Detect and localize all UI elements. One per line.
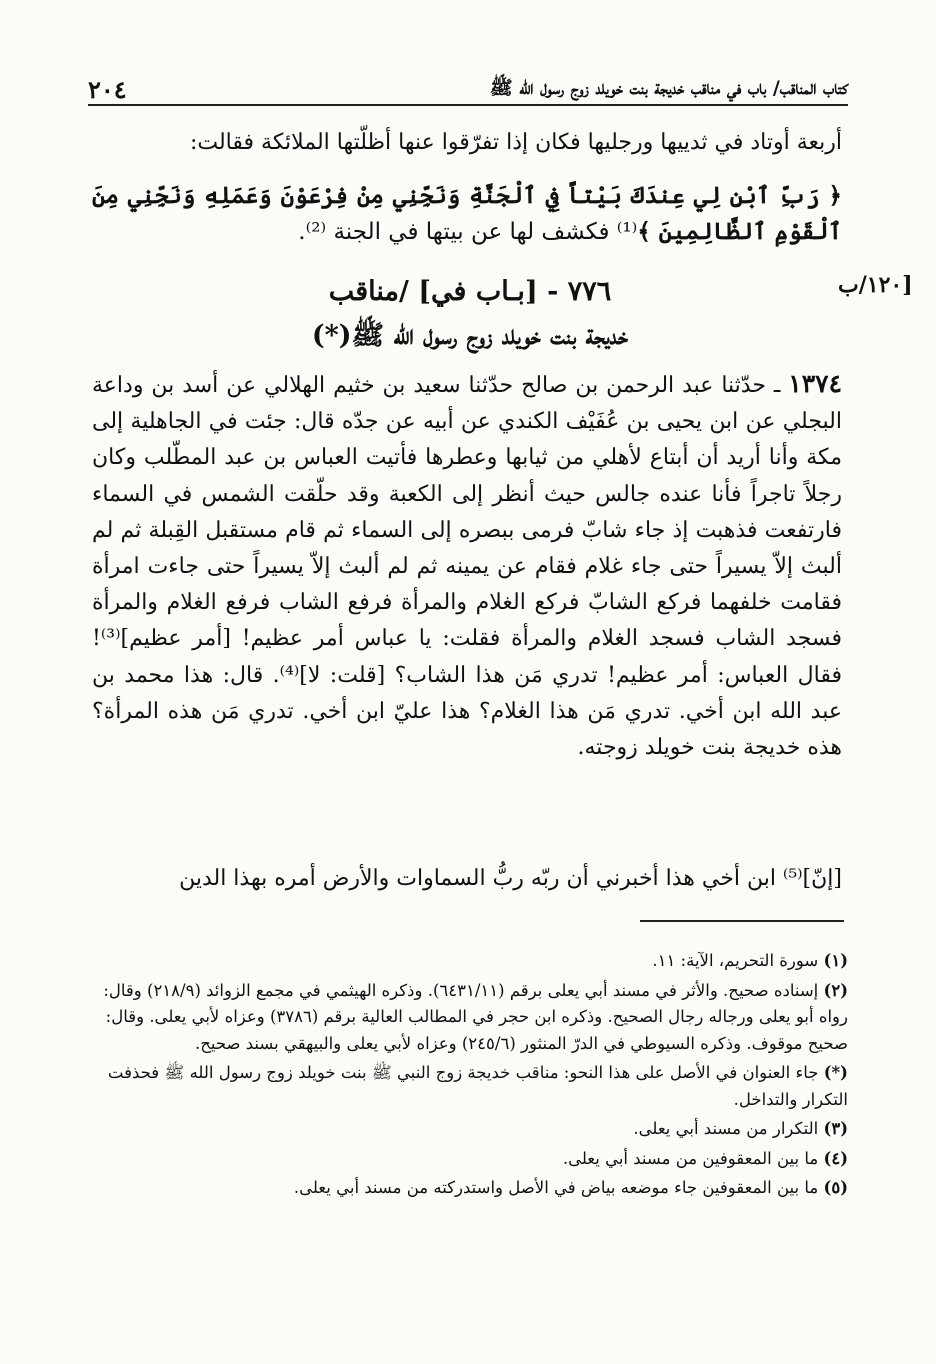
footnote-number: (*) bbox=[823, 1063, 848, 1082]
footnote-number: (٣) bbox=[823, 1119, 848, 1138]
hadith-number: ١٣٧٤ bbox=[788, 369, 842, 398]
footnote bbox=[92, 948, 848, 975]
hadith-text: ـ حدّثنا عبد الرحمن بن صالح حدّثنا سعيد بن خثيم الهلالي عن أسد بن وداعة البجلي عن ابن يحيى بن عُفَيْف الكندي عن أبيه عن جدّه قال: جئت في الجاهلية إلى مكة وأنا أريد أن أبتاع لأهلي من ثيابها وعطرها فأتيت العباس بن عبد المطّلب وكان رجلاً تاجراً فأنا عنده جالس حيث أنظر إلى الكعبة وقد حلّقت الشمس في السماء فارتفعت فذهبت إذ جاء شابّ فرمى ببصره إلى السماء ثم قام مستقبل القِبلة ثم لم ألبث إلاّ يسيراً حتى جاء غلام فقام عن يمينه ثم لم ألبث إلاّ يسيراً حتى جاءت امرأة فقامت خلفهما فركع الشابّ فركع الغلام والمرأة فرفع الشاب فرفع الغلام والمرأة فسجد الشاب فسجد الغلام والمرأة فقلت: يا عباس أمر عظيم! [أمر عظيم]⁽³⁾! فقال العباس: أمر عظيم! تدري مَن هذا الشاب؟ [قلت: لا]⁽⁴⁾. قال: هذا محمد بن عبد الله ابن أخي. تدري مَن هذا الغلام؟ هذا عليّ ابن أخي. تدري مَن هذه المرأة؟ هذه خديجة بنت خويلد زوجته. bbox=[92, 373, 842, 761]
footnote bbox=[92, 978, 848, 1058]
footnote-separator bbox=[640, 920, 844, 922]
footnote-number: (٥) bbox=[823, 1178, 848, 1197]
quran-verse: ﴿ رَبِّ ٱبْنِ لِي عِندَكَ بَيْتاً فِي ٱلْجَنَّةِ وَنَجِّنِي مِنْ فِرْعَوْنَ وَعَمَلِهِ وَنَجِّنِي مِنَ ٱلْقَوْمِ ٱلظَّالِمِينَ ﴾ bbox=[92, 182, 842, 245]
continuation-paragraph: [إنّ]⁽⁵⁾ ابن أخي هذا أخبرني أن ربّه ربُّ السماوات والأرض أمره بهذا الدين bbox=[179, 866, 842, 891]
quran-verse-paragraph bbox=[92, 178, 842, 250]
footnote bbox=[92, 1146, 848, 1173]
quran-verse-continuation: ⁽¹⁾ فكشف لها عن بيتها في الجنة ⁽²⁾. bbox=[298, 219, 638, 245]
footnote-text: ما بين المعقوفين جاء موضعه بياض في الأصل واستدركته من مسند أبي يعلى. bbox=[293, 1178, 819, 1197]
footnote-text: جاء العنوان في الأصل على هذا النحو: مناقب خديجة زوج النبي ﷺ بنت خويلد زوج رسول الله ﷺ فحذفت التكرار والتداخل. bbox=[107, 1063, 848, 1109]
footnote bbox=[92, 1116, 848, 1143]
footnote bbox=[92, 1060, 848, 1113]
manuscript-folio-marker: ١٢٠/ب] bbox=[838, 272, 913, 298]
footnote-number: (٢) bbox=[823, 980, 848, 1000]
footnote-text: إسناده صحيح. والأثر في مسند أبي يعلى برقم (٦٤٣١/١١). وذكره الهيثمي في مجمع الزوائد (٢١٨/٩) وقال: رواه أبو يعلى ورجاله رجال الصحيح. وذكره ابن حجر في المطالب العالية برقم (٣٧٨٦) وعزاه لأبي يعلى. وقال: صحيح موقوف. وذكره السيوطي في الدرّ المنثور (٢٤٥/٦) وعزاه لأبي يعلى والبيهقي بسند صحيح. bbox=[103, 980, 848, 1053]
hadith-paragraph bbox=[92, 366, 842, 766]
footnotes bbox=[92, 948, 848, 1205]
footnote bbox=[92, 1175, 848, 1202]
chapter-heading-line1: ٧٧٦ - [بـاب في] /مناقب bbox=[328, 276, 612, 307]
footnote-text: ما بين المعقوفين من مسند أبي يعلى. bbox=[562, 1148, 819, 1168]
footnote-text: سورة التحريم، الآية: ١١. bbox=[652, 951, 819, 970]
footnote-text: التكرار من مسند أبي يعلى. bbox=[633, 1119, 819, 1138]
footnote-number: (٤) bbox=[823, 1148, 848, 1168]
page-number: ٢٠٤ bbox=[88, 75, 127, 104]
page-header bbox=[88, 60, 848, 106]
opening-paragraph: أربعة أوتاد في ثدييها ورجليها فكان إذا تفرّقوا عنها أظلّتها الملائكة فقالت: bbox=[189, 130, 842, 155]
running-title: كتاب المناقب/ باب في مناقب خديجة بنت خويلد زوج رسول الله ﷺ bbox=[489, 77, 848, 99]
chapter-heading-line2: خديجة بنت خويلد زوج رسول الله ﷺ(*) bbox=[311, 320, 629, 351]
footnote-number: (١) bbox=[823, 951, 848, 970]
